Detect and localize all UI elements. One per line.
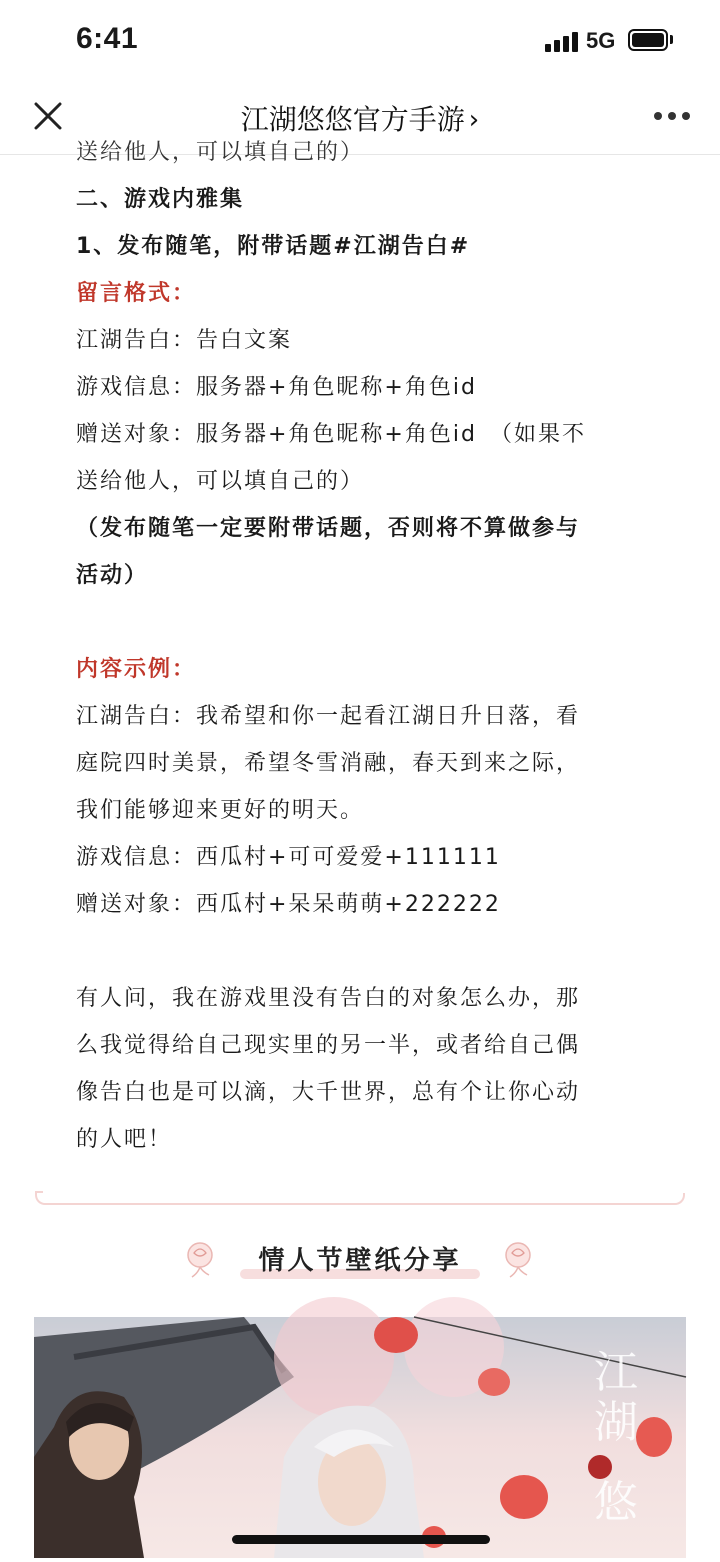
more-button[interactable] bbox=[654, 110, 690, 122]
article-line: 赠送对象：服务器+角色昵称+角色id （如果不 bbox=[76, 422, 586, 447]
article-line: 像告白也是可以滴，大千世界，总有个让你心动 bbox=[76, 1080, 581, 1105]
article-line: （发布随笔一定要附带话题，否则将不算做参与 bbox=[76, 516, 581, 541]
article-line: 内容示例： bbox=[76, 657, 197, 682]
svg-text:悠: 悠 bbox=[594, 1477, 638, 1528]
wallpaper-image[interactable] bbox=[34, 1317, 686, 1558]
svg-text:湖: 湖 bbox=[594, 1397, 638, 1448]
signal-icon bbox=[545, 30, 581, 52]
network-label: 5G bbox=[586, 28, 616, 53]
article-line: 江湖告白：我希望和你一起看江湖日升日落，看 bbox=[76, 704, 581, 729]
article-line: 游戏信息：服务器+角色昵称+角色id bbox=[76, 375, 477, 400]
article-line: 的人吧！ bbox=[76, 1127, 173, 1152]
article-line: 留言格式： bbox=[76, 281, 197, 306]
article-line: 江湖告白：告白文案 bbox=[76, 328, 293, 353]
article-line: 活动） bbox=[76, 563, 149, 588]
section-title: 情人节壁纸分享 bbox=[258, 1246, 462, 1276]
chevron-right-icon: › bbox=[468, 105, 480, 135]
battery-icon bbox=[628, 29, 668, 51]
article-line: 游戏信息：西瓜村+可可爱爱+111111 bbox=[76, 845, 501, 870]
article-line: 么我觉得给自己现实里的另一半，或者给自己偶 bbox=[76, 1033, 581, 1058]
svg-text:江: 江 bbox=[594, 1347, 638, 1398]
partial-line: 送给他人，可以填自己的） bbox=[76, 140, 365, 165]
article-line: 送给他人，可以填自己的） bbox=[76, 469, 365, 494]
more-icon bbox=[654, 112, 662, 120]
rose-icon bbox=[498, 1237, 538, 1281]
article-line: 有人问，我在游戏里没有告白的对象怎么办，那 bbox=[76, 986, 581, 1011]
article-line: 二、游戏内雅集 bbox=[76, 187, 245, 212]
article-line: 赠送对象：西瓜村+呆呆萌萌+222222 bbox=[76, 892, 501, 917]
article-line: 庭院四时美景，希望冬雪消融，春天到来之际， bbox=[76, 751, 581, 776]
wallpaper-illustration bbox=[34, 1317, 686, 1558]
status-bar bbox=[0, 0, 720, 80]
article-line: 1、发布随笔，附带话题#江湖告白# bbox=[76, 234, 471, 259]
account-name: 江湖悠悠官方手游 bbox=[240, 103, 465, 136]
home-indicator[interactable] bbox=[232, 1535, 490, 1544]
battery-cap bbox=[670, 35, 673, 44]
decorative-frame bbox=[35, 1193, 685, 1205]
article-line: 我们能够迎来更好的明天。 bbox=[76, 798, 365, 823]
status-time: 6:41 bbox=[76, 22, 139, 55]
article-body bbox=[0, 140, 720, 1558]
